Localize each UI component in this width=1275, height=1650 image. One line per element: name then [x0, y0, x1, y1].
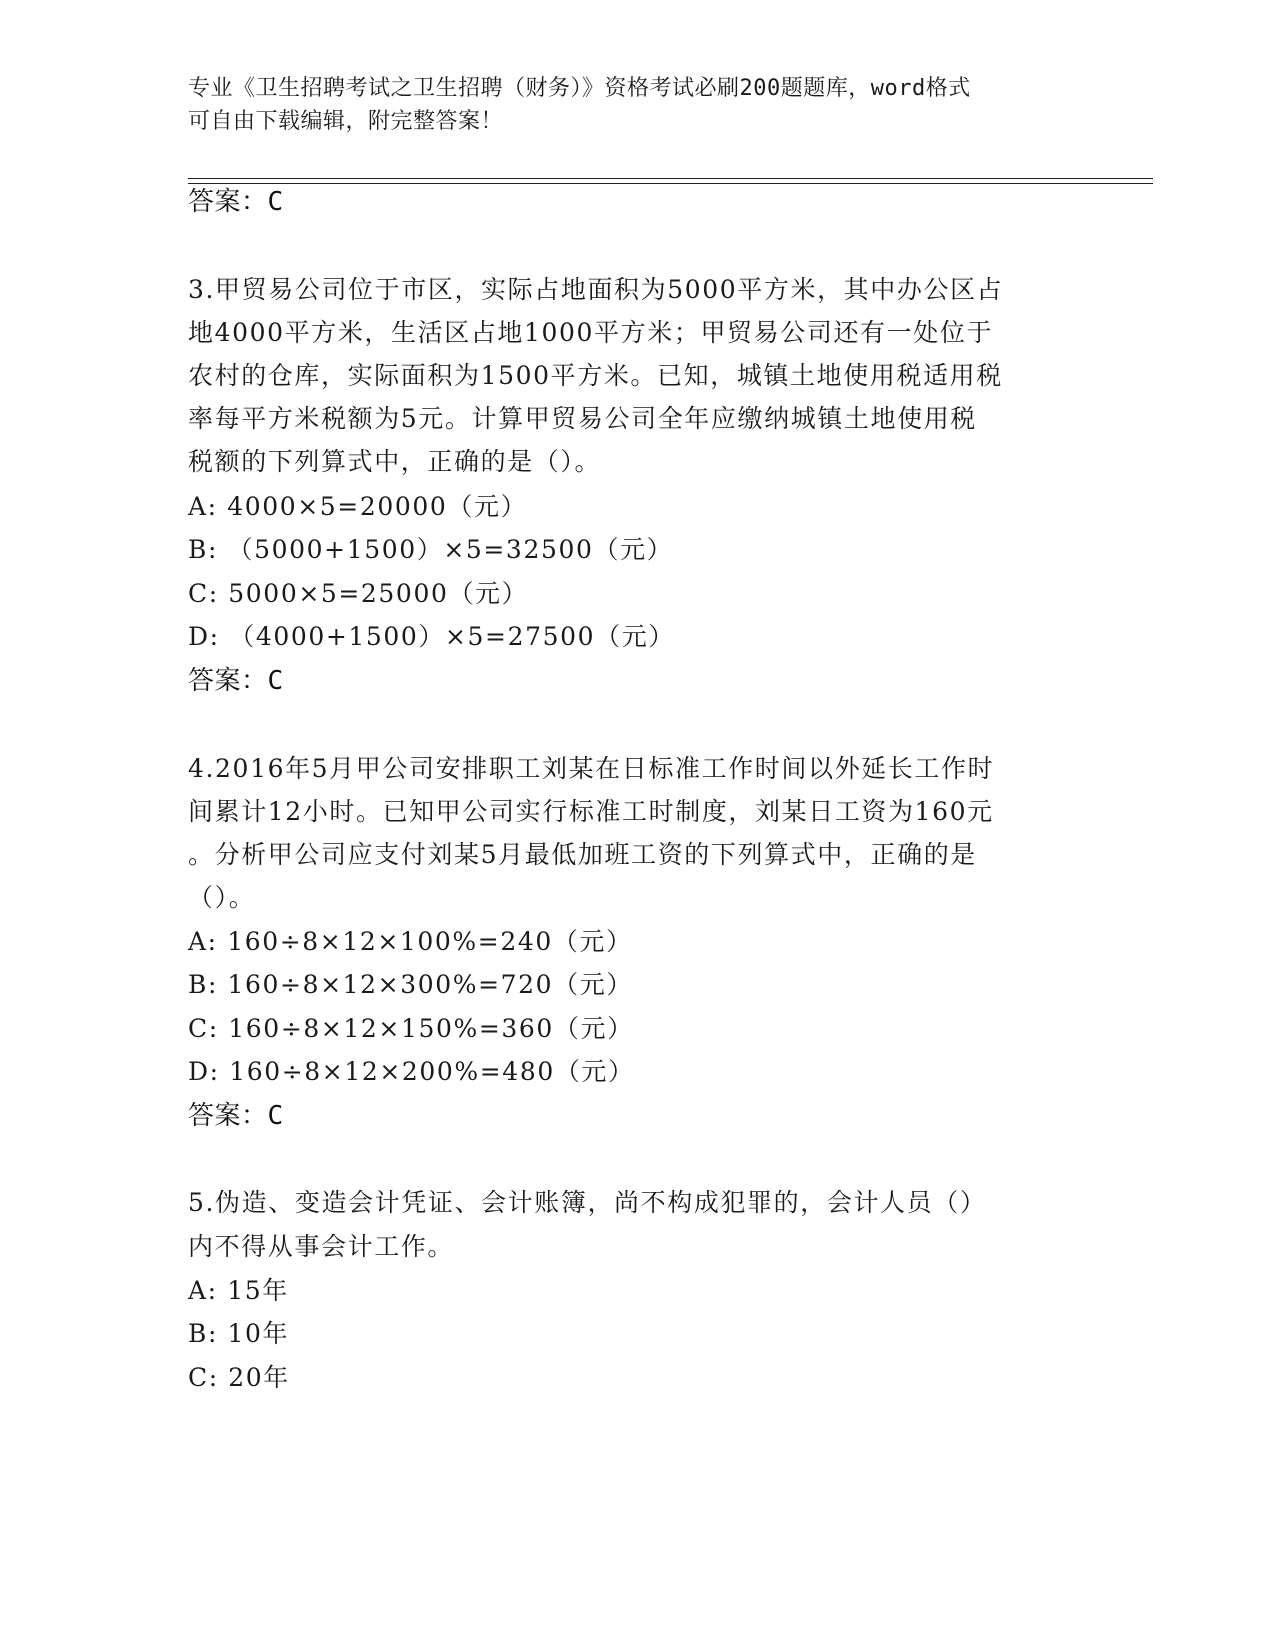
- question-4-line-3: 。分析甲公司应支付刘某5月最低加班工资的下列算式中，正确的是: [188, 840, 977, 869]
- question-5-option-c: C: 20年: [188, 1363, 290, 1392]
- question-3-option-a: A: 4000×5=20000（元）: [188, 492, 528, 521]
- question-4-option-d: D: 160÷8×12×200%=480（元）: [188, 1057, 635, 1086]
- answer-label: 答案：C: [188, 187, 284, 217]
- question-4-answer: 答案：C: [188, 1101, 284, 1131]
- question-5-line-2: 内不得从事会计工作。: [188, 1232, 455, 1261]
- question-3-line-4: 率每平方米税额为5元。计算甲贸易公司全年应缴纳城镇土地使用税: [188, 404, 977, 433]
- header-divider-top: [188, 178, 1153, 179]
- header-divider-bottom: [188, 183, 1153, 184]
- question-5-line-1: 5.伪造、变造会计凭证、会计账簿，尚不构成犯罪的，会计人员（）: [188, 1188, 987, 1217]
- question-3-line-2: 地4000平方米，生活区占地1000平方米；甲贸易公司还有一处位于: [188, 318, 994, 347]
- question-4-option-c: C: 160÷8×12×150%=360（元）: [188, 1014, 634, 1043]
- header-line-2: 可自由下载编辑，附完整答案！: [188, 109, 504, 134]
- question-4-line-1: 4.2016年5月甲公司安排职工刘某在日标准工作时间以外延长工作时: [188, 754, 995, 783]
- document-header: [188, 72, 1068, 138]
- question-4-line-2: 间累计12小时。已知甲公司实行标准工时制度，刘某日工资为160元: [188, 797, 994, 826]
- question-5-option-a: A: 15年: [188, 1276, 289, 1305]
- question-4-option-b: B: 160÷8×12×300%=720（元）: [188, 970, 633, 999]
- question-4-line-4: （）。: [188, 883, 256, 912]
- header-line-1: 专业《卫生招聘考试之卫生招聘（财务）》资格考试必刷200题题库，word格式: [188, 76, 971, 101]
- question-3-option-c: C: 5000×5=25000（元）: [188, 579, 529, 608]
- question-3-option-d: D: （4000+1500）×5=27500（元）: [188, 622, 675, 651]
- question-3-option-b: B: （5000+1500）×5=32500（元）: [188, 535, 674, 564]
- question-5-option-b: B: 10年: [188, 1319, 290, 1348]
- question-4-option-a: A: 160÷8×12×100%=240（元）: [188, 927, 633, 956]
- question-3-line-1: 3.甲贸易公司位于市区，实际占地面积为5000平方米，其中办公区占: [188, 275, 1004, 304]
- question-3-answer: 答案：C: [188, 666, 284, 696]
- question-3-line-5: 税额的下列算式中，正确的是（）。: [188, 447, 602, 476]
- question-3-line-3: 农村的仓库，实际面积为1500平方米。已知，城镇土地使用税适用税: [188, 361, 1003, 390]
